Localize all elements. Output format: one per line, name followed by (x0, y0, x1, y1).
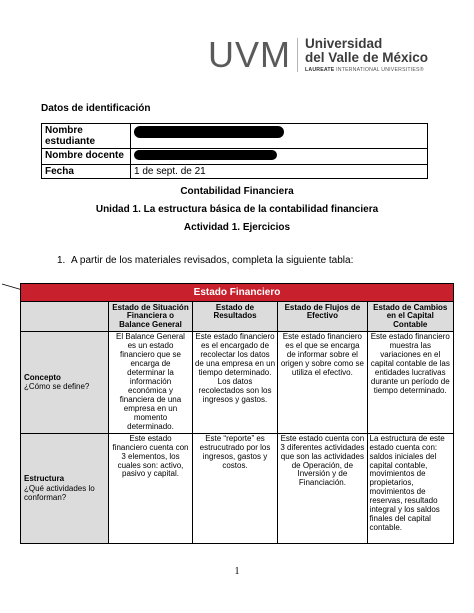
row-header (21, 332, 109, 433)
tagline-bold: LAUREATE (305, 66, 335, 73)
column-header: Estado de Flujos de Efectivo (278, 302, 367, 332)
activity-title: Actividad 1. Ejercicios (183, 222, 291, 233)
table-cell: Este estado financiero cuenta con 3 elementos, los cuales son: activo, pasivo y capital. (109, 433, 193, 543)
table-cell: Este “reporte” es estrucutrado por los ingresos, gastos y costos. (192, 433, 277, 543)
laureate-tagline (305, 68, 428, 73)
column-header: Estado de Resultados (192, 302, 277, 332)
table-cell: Este estado financiero es el que se encarga de informar sobre el origen y sobre como se utiliza el efectivo. (278, 332, 367, 433)
instruction (57, 255, 353, 266)
table-cell: El Balance General es un estado financiero que se encarga de determinar la información económica y financiera de una empresa en un momento determinado. (109, 332, 193, 433)
row-question: ¿Qué actividades lo conforman? (24, 483, 95, 502)
instruction-number: 1. (57, 255, 66, 266)
teacher-name-label: Nombre docente (42, 149, 131, 165)
corner-cell (21, 302, 109, 332)
date-label: Fecha (42, 165, 131, 179)
financial-statements-table (20, 283, 454, 544)
university-name-line1: Universidad (305, 35, 383, 51)
table-row (21, 284, 454, 302)
subject-title: Contabilidad Financiera (180, 186, 294, 197)
table-banner: Estado Financiero (21, 284, 454, 302)
table-row (42, 165, 428, 179)
table-cell: Este estado cuenta con 3 diferentes actividades que son las actividades de Operación, de Inversión y de Financiación. (278, 433, 367, 543)
student-name-value (131, 124, 428, 149)
uvm-logo-mark: UVM (208, 34, 291, 75)
table-row (42, 124, 428, 149)
table-row (21, 433, 454, 543)
column-header: Estado de Situación Financiera o Balance General (109, 302, 193, 332)
logo-text (305, 37, 428, 73)
table-cell: Este estado financiero muestra las variaciones en el capital contable de las entidades lucrativas durante un período de tiempo determinado. (367, 332, 453, 433)
table-cell: La estructura de este estado cuenta con: saldos iniciales del capital contable, movimientos de propietarios, movimientos de reservas, resultado integral y los saldos finales del capital contable. (367, 433, 453, 543)
row-header (21, 433, 109, 543)
identification-title: Datos de identificación (41, 103, 151, 114)
column-header: Estado de Cambios en el Capital Contable (367, 302, 453, 332)
university-logo (208, 34, 429, 75)
teacher-name-value (131, 149, 428, 165)
page-number: 1 (234, 566, 240, 577)
student-name-label: Nombre estudiante (42, 124, 131, 149)
table-row (42, 149, 428, 165)
table-cell: Este estado financiero es el encargado de recolectar los datos de una empresa en un tiempo determinado. Los datos recolectados son los ingresos y gastos. (192, 332, 277, 433)
identification-table (41, 123, 428, 179)
date-value: 1 de sept. de 21 (131, 165, 428, 179)
row-question: ¿Cómo se define? (24, 382, 90, 392)
tagline-rest: INTERNATIONAL UNIVERSITIES® (334, 66, 424, 73)
row-title: Estructura (24, 474, 65, 484)
instruction-text: A partir de los materiales revisados, completa la siguiente tabla: (71, 255, 354, 266)
unit-title: Unidad 1. La estructura básica de la contabilidad financiera (95, 204, 379, 215)
table-row (21, 302, 454, 332)
logo-divider (297, 38, 298, 72)
redaction-mark (134, 150, 277, 160)
redaction-mark (134, 126, 284, 138)
university-name-line2: del Valle de México (305, 50, 429, 66)
table-row (21, 332, 454, 433)
row-title: Concepto (24, 373, 61, 383)
